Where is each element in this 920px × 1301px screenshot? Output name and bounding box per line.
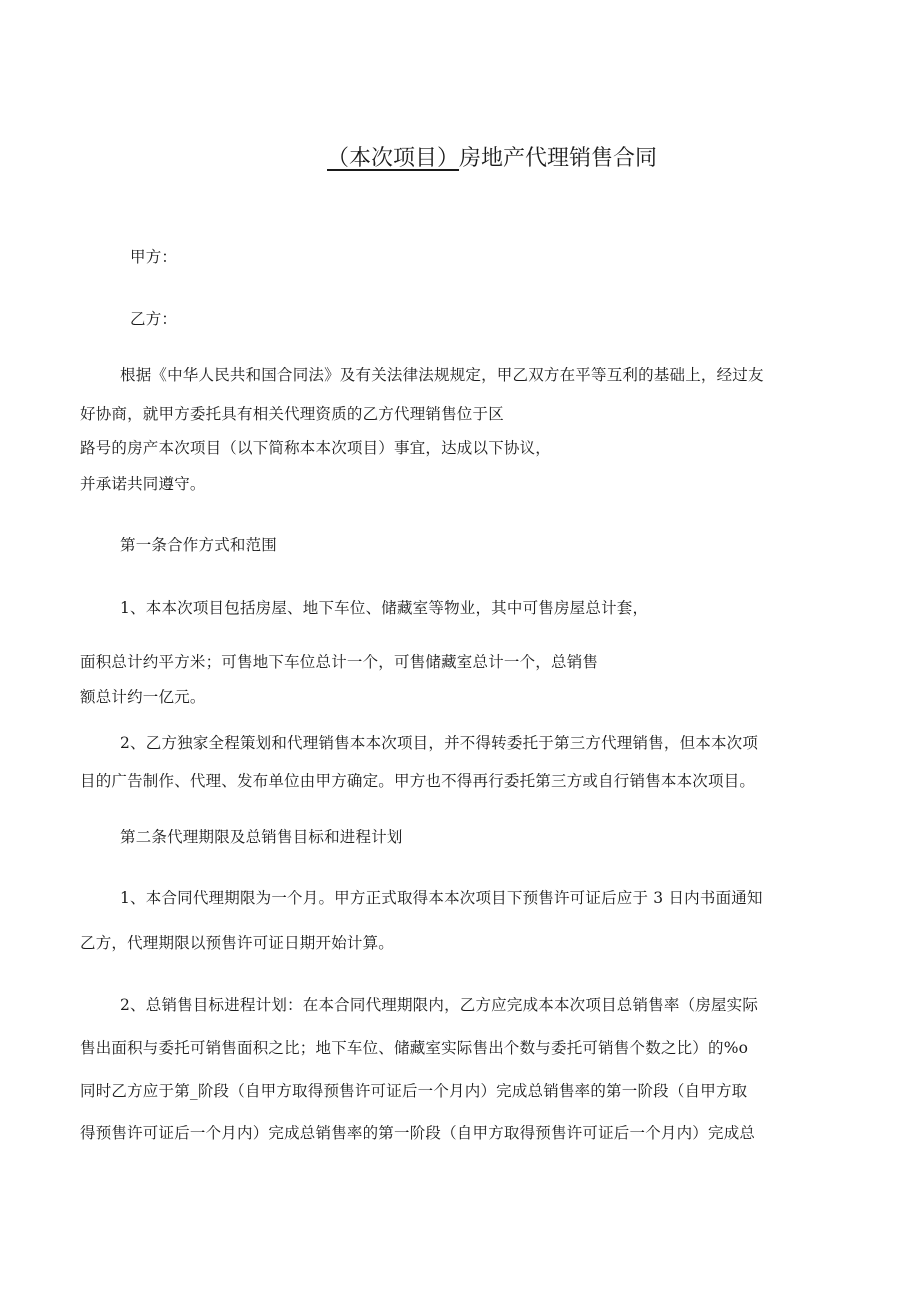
article-2-item-2-line-3: 同时乙方应于第_阶段（自甲方取得预售许可证后一个月内）完成总销售率的第一阶段（自甲方取	[80, 1082, 748, 1100]
article-2-item-2-line-2: 售出面积与委托可销售面积之比；地下车位、储藏室实际售出个数与委托可销售个数之比）的%o	[80, 1039, 749, 1057]
intro-line-2: 好协商，就甲方委托具有相关代理资质的乙方代理销售位于区	[80, 405, 504, 423]
article-1-item-1-line-1: 1、本本次项目包括房屋、地下车位、储藏室等物业，其中可售房屋总计套，	[120, 599, 649, 617]
article-2-item-1-line-1: 1、本合同代理期限为一个月。甲方正式取得本本次项目下预售许可证后应于 3 日内书面通知	[120, 889, 763, 907]
article-1-item-2-line-1: 2、乙方独家全程策划和代理销售本本次项目，并不得转委托于第三方代理销售，但本本次项	[120, 734, 759, 752]
party-b-label: 乙方：	[130, 310, 178, 328]
article-2-item-1-line-2: 乙方，代理期限以预售许可证日期开始计算。	[80, 934, 395, 952]
article-1-item-1-line-2: 面积总计约平方米；可售地下车位总计一个，可售储藏室总计一个，总销售	[80, 653, 599, 671]
party-a-label: 甲方：	[130, 248, 178, 266]
article-1-item-2-line-2: 目的广告制作、代理、发布单位由甲方确定。甲方也不得再行委托第三方或自行销售本本次项目。	[80, 772, 756, 790]
article-1-heading: 第一条合作方式和范围	[120, 536, 278, 554]
article-2-heading: 第二条代理期限及总销售目标和进程计划	[120, 828, 403, 846]
intro-line-1: 根据《中华人民共和国合同法》及有关法律法规规定，甲乙双方在平等互利的基础上，经过友	[120, 366, 764, 384]
intro-line-4: 并承诺共同遵守。	[80, 475, 206, 493]
article-2-item-2-line-1: 2、总销售目标进程计划：在本合同代理期限内，乙方应完成本本次项目总销售率（房屋实际	[120, 996, 759, 1014]
title-project-name: （本次项目）	[327, 146, 460, 171]
title-main: 房地产代理销售合同	[459, 146, 658, 171]
intro-line-3: 路号的房产本次项目（以下简称本本次项目）事宜，达成以下协议，	[80, 439, 552, 457]
article-1-item-1-line-3: 额总计约一亿元。	[80, 688, 206, 706]
article-2-item-2-line-4: 得预售许可证后一个月内）完成总销售率的第一阶段（自甲方取得预售许可证后一个月内）完成总	[80, 1124, 756, 1142]
